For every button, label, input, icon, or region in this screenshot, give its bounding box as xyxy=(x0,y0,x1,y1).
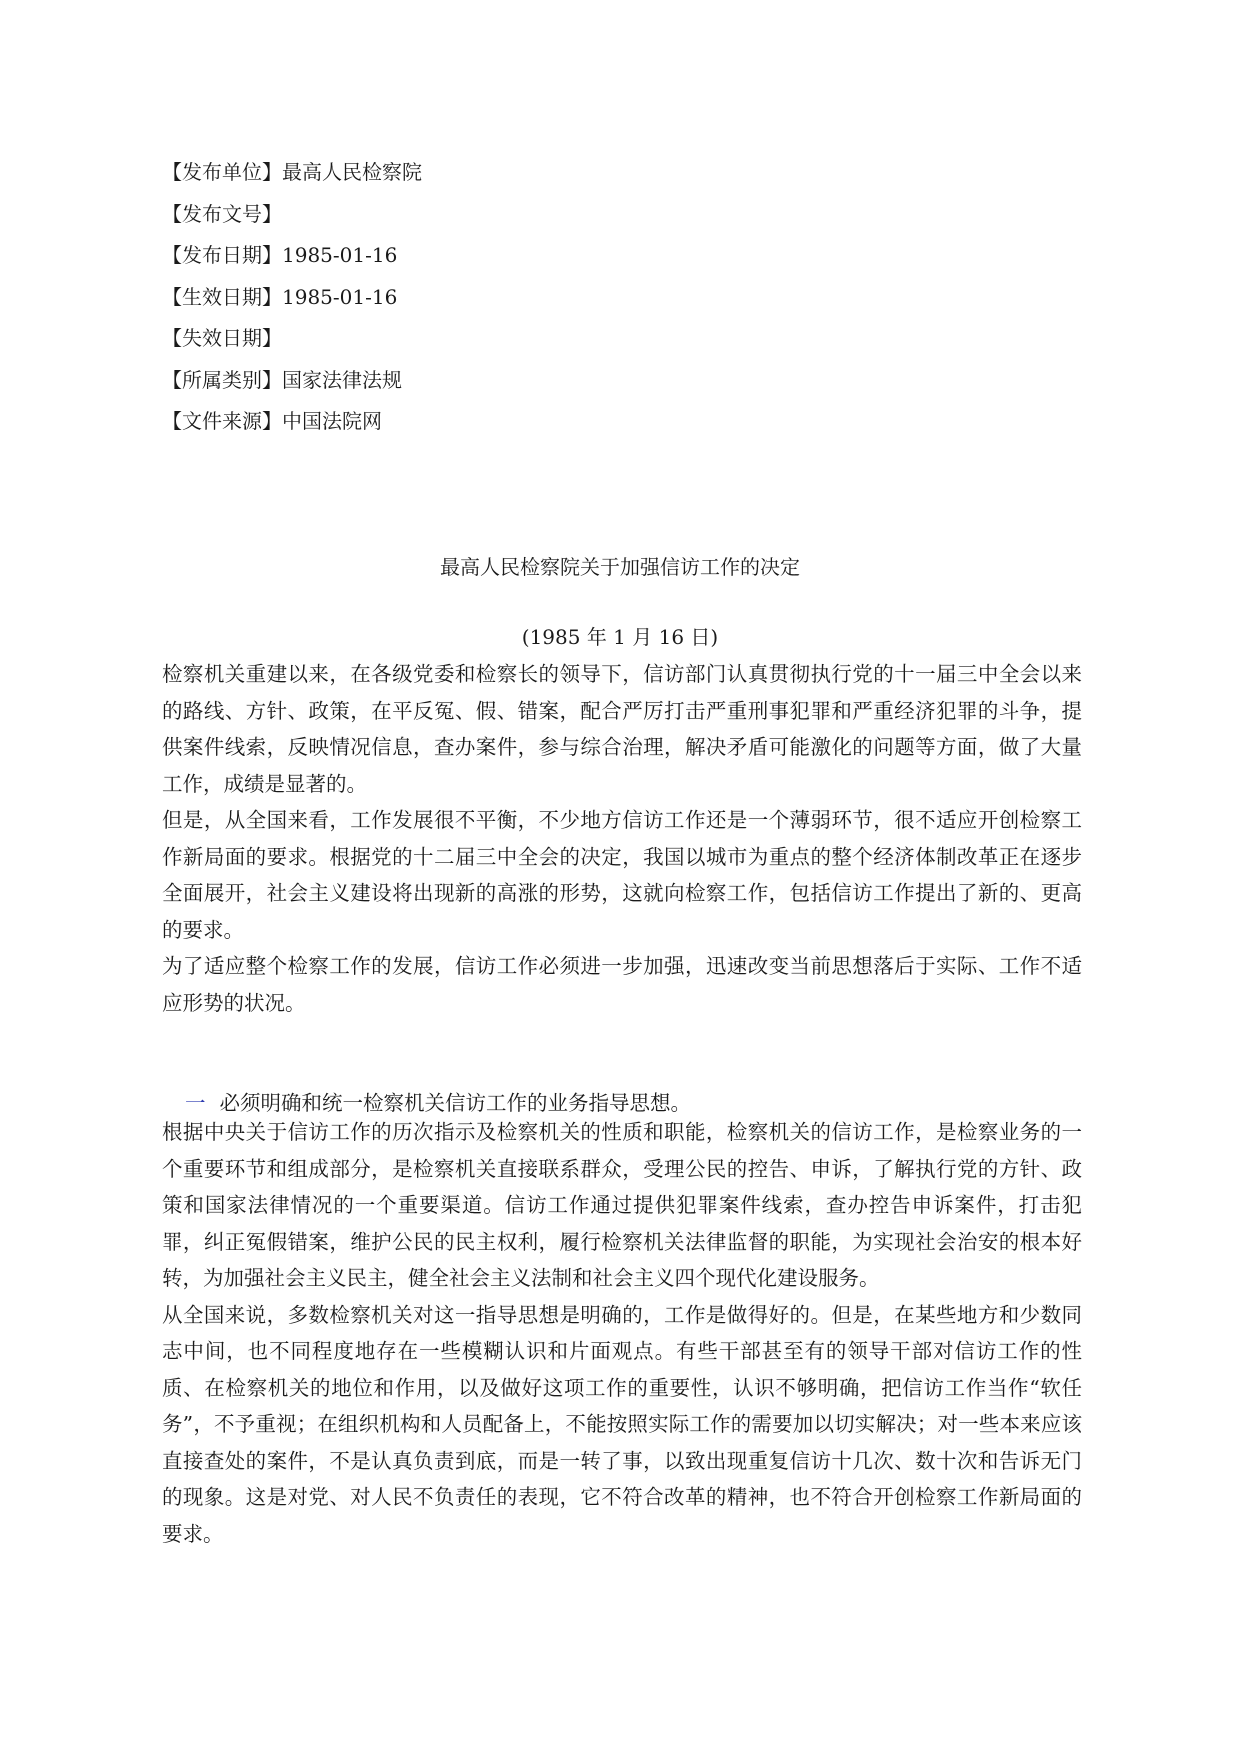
meta-issue-date: 【发布日期】1985-01-16 xyxy=(162,243,398,267)
document-title: 最高人民检察院关于加强信访工作的决定 xyxy=(440,555,800,579)
metadata-list xyxy=(162,152,422,443)
meta-issuer: 【发布单位】最高人民检察院 xyxy=(162,160,422,184)
paragraph: 根据中央关于信访工作的历次指示及检察机关的性质和职能，检察机关的信访工作，是检察业务的一个重要环节和组成部分，是检察机关直接联系群众，受理公民的控告、申诉，了解执行党的方针、政策和国家法律情况的一个重要渠道。信访工作通过提供犯罪案件线索，查办控告申诉案件，打击犯罪，纠正冤假错案，维护公民的民主权利，履行检察机关法律监督的职能，为实现社会治安的根本好转，为加强社会主义民主，健全社会主义法制和社会主义四个现代化建设服务。 xyxy=(162,1120,1082,1290)
meta-doc-number: 【发布文号】 xyxy=(162,201,282,226)
meta-expiry-date: 【失效日期】 xyxy=(162,326,282,350)
section-heading-text: 必须明确和统一检察机关信访工作的业务指导思想。 xyxy=(219,1091,691,1115)
paragraph: 但是，从全国来看，工作发展很不平衡，不少地方信访工作还是一个薄弱环节，很不适应开创检察工作新局面的要求。根据党的十二届三中全会的决定，我国以城市为重点的整个经济体制改革正在逐步全面展开，社会主义建设将出现新的高涨的形势，这就向检察工作，包括信访工作提出了新的、更高的要求。 xyxy=(162,808,1082,942)
meta-category: 【所属类别】国家法律法规 xyxy=(162,367,402,392)
paragraph: 从全国来说，多数检察机关对这一指导思想是明确的，工作是做得好的。但是，在某些地方和少数同志中间，也不同程度地存在一些模糊认识和片面观点。有些干部甚至有的领导干部对信访工作的性质、在检察机关的地位和作用，以及做好这项工作的重要性，认识不够明确，把信访工作当作“软任务”，不予重视；在组织机构和人员配备上，不能按照实际工作的需要加以切实解决；对一些本来应该直接查处的案件，不是认真负责到底，而是一转了事，以致出现重复信访十几次、数十次和告诉无门的现象。这是对党、对人民不负责任的表现，它不符合改革的精神，也不符合开创检察工作新局面的要求。 xyxy=(162,1302,1082,1546)
section-1-body xyxy=(162,1114,1082,1552)
document-date: (1985 年 1 月 16 日) xyxy=(521,625,719,649)
meta-source: 【文件来源】中国法院网 xyxy=(162,409,382,433)
paragraph: 检察机关重建以来，在各级党委和检察长的领导下，信访部门认真贯彻执行党的十一届三中全会以来的路线、方针、政策，在平反冤、假、错案，配合严厉打击严重刑事犯罪和严重经济犯罪的斗争，提供案件线索，反映情况信息，查办案件，参与综合治理，解决矛盾可能激化的问题等方面，做了大量工作，成绩是显著的。 xyxy=(162,662,1082,796)
meta-effective-date: 【生效日期】1985-01-16 xyxy=(162,284,398,309)
intro-section xyxy=(162,656,1082,1021)
section-number: 一 xyxy=(185,1091,206,1115)
paragraph: 为了适应整个检察工作的发展，信访工作必须进一步加强，迅速改变当前思想落后于实际、工作不适应形势的状况。 xyxy=(162,954,1082,1015)
